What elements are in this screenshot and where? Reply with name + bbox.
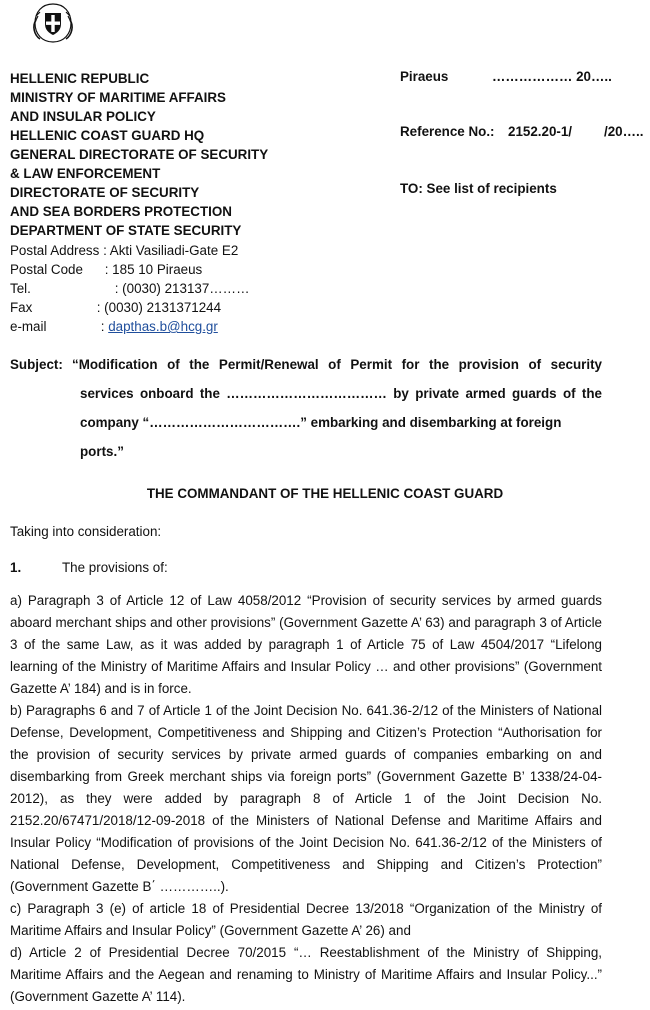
hellenic-emblem-icon <box>30 2 76 44</box>
telephone-value: : (0030) 213137……… <box>114 281 250 296</box>
fax-label: Fax <box>10 300 33 315</box>
email-label: e-mail <box>10 319 47 334</box>
header-line-directorate: DIRECTORATE OF SECURITY <box>10 185 200 200</box>
header-line-hq: HELLENIC COAST GUARD HQ <box>10 128 205 143</box>
reference-label: Reference No.: <box>400 124 495 139</box>
paragraph-b: b) Paragraphs 6 and 7 of Article 1 of the Joint Decision No. 641.36-2/12 of the Ministers of National Defense, Development, Competitiveness and Shipping and Citizen’s Protection “Authorisation for the provision of security services by private armed guards of companies embarking on and disembarking from Greek merchant ships via foreign ports” (Government Gazette B’ 1338/24-04-2012), as they were added by paragraph 8 of Article 1 of the Joint Decision No. 2152.20/67471/2018/12-09-2018 of the Ministers of National Defense and Maritime Affairs and Insular Policy “Modification of provisions of the Joint Decision No. 641.36-2/12 of the Ministers of National Defense, Development, Competitiveness and Shipping and Citizen’s Protection” (Government Gazette B΄ …………..). <box>10 703 602 894</box>
paragraph-a: a) Paragraph 3 of Article 12 of Law 4058/2012 “Provision of security services by armed guards aboard merchant ships and other provisions” (Government Gazette A’ 63) and paragraph 3 of Article 3 of the same Law, as it was added by paragraph 1 of Article 75 of Law 4504/2017 “Lifelong learning of the Ministry of Maritime Affairs and Insular Policy … and other provisions” (Government Gazette A’ 184) and is in force. <box>10 593 602 696</box>
header-line-law-enforcement: & LAW ENFORCEMENT <box>10 166 161 181</box>
item-number: 1. <box>10 560 22 575</box>
subject-line-3: company “…………………………….” embarking and disembarking at foreign ports.” <box>80 415 562 459</box>
header-line-ministry: MINISTRY OF MARITIME AFFAIRS <box>10 90 226 105</box>
email-separator: : <box>100 319 105 334</box>
telephone-label: Tel. <box>10 281 31 296</box>
recipients-line: TO: See list of recipients <box>400 181 557 196</box>
place-label: Piraeus <box>400 69 449 84</box>
email-link[interactable]: dapthas.b@hcg.gr <box>108 319 218 334</box>
header-line-ministry-cont: AND INSULAR POLICY <box>10 109 156 124</box>
postal-code <box>10 260 202 279</box>
paragraph-d: d) Article 2 of Presidential Decree 70/2015 “… Reestablishment of the Ministry of Shipping, Maritime Affairs and the Aegean and renaming to Ministry of Maritime Affairs and Insular Policy...” (Government Gazette A’ 114). <box>10 945 602 1004</box>
paragraph-c: c) Paragraph 3 (e) of article 18 of Presidential Decree 13/2018 “Organization of the Ministry of Maritime Affairs and Insular Policy” (Government Gazette A’ 26) and <box>10 901 602 938</box>
fax <box>10 298 221 317</box>
header-line-sea-borders: AND SEA BORDERS PROTECTION <box>10 204 232 219</box>
fax-value: : (0030) 2131371244 <box>96 300 222 315</box>
subject-line-1: “Modification of the Permit/Renewal of Permit for the provision of security <box>72 357 602 372</box>
provisions-body <box>10 590 602 1008</box>
email <box>10 317 218 336</box>
postal-address-value: : Akti Vasiliadi-Gate E2 <box>103 243 239 258</box>
postal-address-label: Postal Address <box>10 243 100 258</box>
postal-code-label: Postal Code <box>10 262 83 277</box>
postal-address <box>10 241 238 260</box>
intro-text: Taking into consideration: <box>10 524 162 539</box>
header-line-department: DEPARTMENT OF STATE SECURITY <box>10 223 242 238</box>
item-text: The provisions of: <box>62 560 168 575</box>
date-placeholder: ……………… 20….. <box>492 69 612 84</box>
subject-block <box>10 350 602 459</box>
postal-code-value: : 185 10 Piraeus <box>104 262 203 277</box>
reference-year: /20….. <box>604 124 644 139</box>
telephone <box>10 279 249 298</box>
document-title: THE COMMANDANT OF THE HELLENIC COAST GUARD <box>146 486 504 501</box>
reference-number: 2152.20-1/ <box>508 124 573 139</box>
subject-label: Subject: <box>10 357 63 372</box>
header-line-general-directorate: GENERAL DIRECTORATE OF SECURITY <box>10 147 269 162</box>
header-line-republic: HELLENIC REPUBLIC <box>10 71 150 86</box>
subject-line-2: services onboard the ……………………………… by private armed guards of the <box>80 386 602 401</box>
